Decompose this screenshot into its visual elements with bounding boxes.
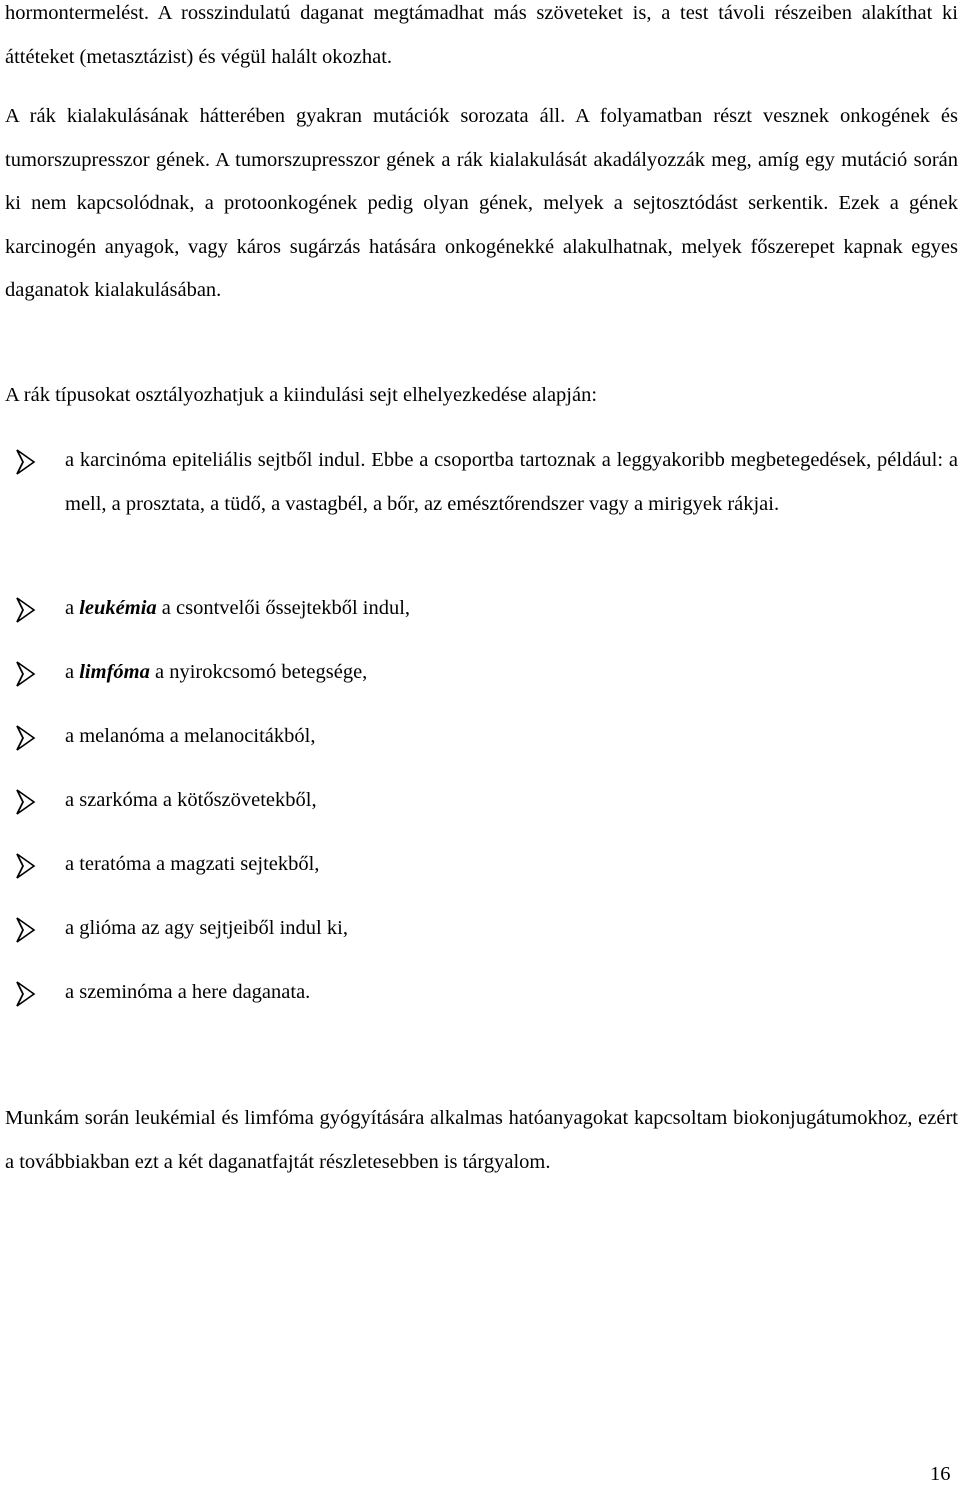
list-item-text — [65, 779, 958, 823]
list-item-text — [65, 715, 958, 759]
arrowhead-bullet-icon — [16, 917, 36, 943]
page-number: 16 — [930, 1463, 951, 1485]
list-item-pre: a glióma az agy sejtjeiből indul ki, — [65, 917, 348, 939]
arrowhead-bullet-icon — [16, 853, 36, 879]
list-item-term: leukémia — [79, 597, 157, 619]
list-item-pre: a karcinóma epiteliális sejtből indul. Ebbe a csoportba tartoznak a leggyakoribb megbetegedések, például: a mell, a prosztata, a tüdő, a vastagbél, a bőr, az emésztőrendszer vagy a mirigyek rákjai. — [65, 449, 958, 515]
list-item-pre: a teratóma a magzati sejtekből, — [65, 853, 320, 875]
list-item-pre: a melanóma a melanocitákból, — [65, 725, 316, 747]
list-item-text — [65, 907, 958, 951]
arrowhead-bullet-icon — [16, 981, 36, 1007]
arrowhead-bullet-icon — [16, 449, 36, 475]
arrowhead-bullet-icon — [16, 725, 36, 751]
list-item-term: limfóma — [79, 661, 150, 683]
list-item-pre: a szeminóma a here daganata. — [65, 981, 311, 1003]
paragraph-mutations: A rák kialakulásának hátterében gyakran mutációk sorozata áll. A folyamatban részt vesznek onkogének és tumorszupresszor gének. A tumorszupresszor gének a rák kialakulását akadályozzák meg, amíg egy mutáció során ki nem kapcsolódnak, a protoonkogének pedig olyan gének, melyek a sejtosztódást serkentik. Ezek a gének karcinogén anyagok, vagy káros sugárzás hatására onkogénekké alakulhatnak, melyek főszerepet kapnak egyes daganatok kialakulásában. — [5, 105, 958, 301]
arrowhead-bullet-icon — [16, 597, 36, 623]
list-item-text — [65, 971, 958, 1015]
paragraph-own-work: Munkám során leukémial és limfóma gyógyítására alkalmas hatóanyagokat kapcsoltam biokonjugátumokhoz, ezért a továbbiakban ezt a két daganatfajtát részletesebben is tárgyalom. — [5, 1107, 958, 1173]
list-item-text — [65, 843, 958, 887]
list-item-pre: a szarkóma a kötőszövetekből, — [65, 789, 317, 811]
list-item-text — [65, 587, 958, 631]
arrowhead-bullet-icon — [16, 661, 36, 687]
list-item-text — [65, 439, 958, 526]
paragraph-metastasis: hormontermelést. A rosszindulatú daganat megtámadhat más szöveteket is, a test távoli részeiben alakíthat ki áttéteket (metasztázist) és végül halált okozhat. — [5, 2, 958, 68]
list-item-pre: a — [65, 661, 80, 683]
list-item-text — [65, 651, 958, 695]
paragraph-classification-intro: A rák típusokat osztályozhatjuk a kiindulási sejt elhelyezkedése alapján: — [5, 384, 598, 406]
list-item-post: a csontvelői őssejtekből indul, — [156, 597, 411, 619]
arrowhead-bullet-icon — [16, 789, 36, 815]
list-item-post: a nyirokcsomó betegsége, — [149, 661, 368, 683]
list-item-pre: a — [65, 597, 80, 619]
